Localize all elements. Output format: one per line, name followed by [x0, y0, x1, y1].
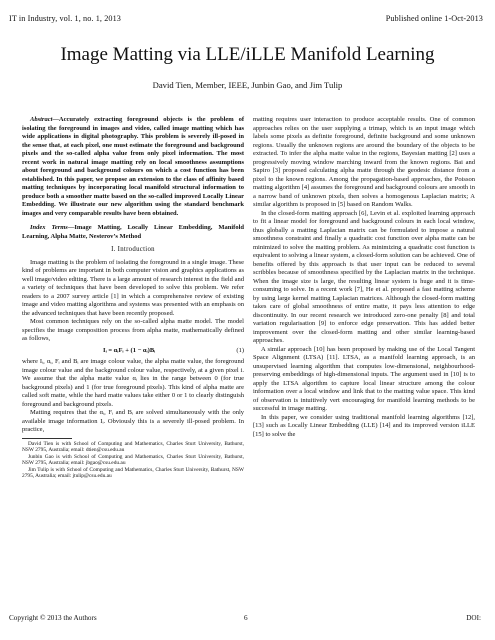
intro-paragraph-3: where Iᵢ, αᵢ, Fᵢ and Bᵢ are image colour value, the alpha matte value, the foreground image colour value and the background colour value, respectively, at a given pixel i. We assume that the alpha matte value αᵢ lies in the range between 0 (for true background pixels) and 1 (for true foreground pixels). This kind of alpha matte are called soft matte, while the hard matte values take either 0 or 1 to clearly distinguish foreground and background pixels. — [22, 358, 244, 408]
index-terms-text: —Image Matting, Locally Linear Embedding, Manifold Learning, Alpha Matte, Nesterov’s Method — [22, 224, 245, 240]
left-column — [22, 116, 244, 480]
author-footnotes — [22, 441, 244, 481]
published-date: Published online 1-Oct-2013 — [385, 14, 483, 23]
footnote-rule — [22, 438, 72, 439]
page-number: 6 — [244, 614, 248, 622]
paper-title: Image Matting via LLE/iLLE Manifold Learning — [60, 44, 435, 65]
alpha-matte-equation — [22, 347, 244, 356]
abstract-label: Abstract — [30, 116, 53, 123]
footnote-gao: Junbin Gao is with School of Computing and Mathematics, Charles Sturt University, Bathurst, NSW 2795, Australia; email: jbgao@csu.edu.au — [22, 453, 244, 467]
equation-body: Iᵢ = αᵢFᵢ + (1 − αᵢ)Bᵢ — [103, 346, 156, 354]
abstract-text: —Accurately extracting foreground objects is the problem of isolating the foreground in images and video, called image matting which has wide applications in digital photography. This problem is severely ill-posed in the sense that, at each pixel, one must estimate the foreground and background pixels and the so-called alpha value from only pixel information. The most recent work in natural image matting rely on local smoothness assumptions about foreground and background colours on which a cost function has been established. In this paper, we propose an extension to the class of affinity based matting techniques by incorporating local manifold structural information to produce both a smoother matte based on the so-called improved Locally Linear Embedding. We illustrate our new algorithm using the standard benchmark images and very comparable results have been obtained. — [22, 116, 244, 217]
footnote-tulip: Jim Tulip is with School of Computing and Mathematics, Charles Sturt University, Bathurst, NSW 2795, Australia; email: jtulip@csu.edu.au — [22, 466, 244, 480]
journal-header: IT in Industry, vol. 1, no. 1, 2013 — [9, 14, 121, 23]
right-column — [253, 116, 475, 439]
footnote-tien: David Tien is with School of Computing and Mathematics, Charles Sturt University, Bathurst, NSW 2795, Australia; email: dtien@csu.edu.au — [22, 440, 244, 454]
doi-label: DOI: — [466, 614, 481, 622]
index-terms-label: Index Terms — [30, 224, 68, 231]
right-paragraph-4: In this paper, we consider using traditional manifold learning algorithms [12], [13] such as Locally Linear Embedding (LLE) [14] and its improved version iLLE [15] to solve the — [253, 413, 475, 438]
equation-number: (1) — [236, 346, 244, 354]
intro-paragraph-2: Most common techniques rely on the so-called alpha matte model. The model specifies the image composition process from alpha matte, mathematically defined as follows, — [22, 318, 244, 342]
right-paragraph-1: matting requires user interaction to produce acceptable results. One of common approaches relies on the user supplying a trimap, which is an input image which labels some pixels as definite foreground, definite background and some unknown regions. Usually the unknown regions are around the boundary of the objects to be extracted. To infer the alpha matte value in the regions, Bayesian matting [2] uses a progressively moving window marching inward from the known regions. Bai and Sapiro [3] proposed calculating alpha matte through the geodesic distance from a pixel to the known regions. Among the propagation-based approaches, the Poisson matting algorithm [4] assumes the foreground and background colours are smooth in a narrow band of unknown pixels, then solves a homogenous Laplacian matrix; A similar algorithm is proposed in [5] based on Random Walks. — [253, 116, 475, 208]
author-list: David Tien, Member, IEEE, Junbin Gao, and Jim Tulip — [152, 80, 343, 90]
abstract — [22, 116, 244, 218]
copyright-notice: Copyright © 2013 the Authors — [9, 614, 97, 622]
index-terms — [22, 224, 244, 241]
intro-paragraph-4: Matting requires that the αᵢ, Fᵢ and Bᵢ are solved simultaneously with the only available image information Iᵢ. Obviously this is a severely ill-posed problem. In practice, — [22, 409, 244, 433]
intro-paragraph-1: Image matting is the problem of isolating the foreground in a single image. These kind of problems are important in both computer vision and graphics applications as well image/video editing. There is a large amount of research interest in the field and a variety of techniques that have been developed to solve this problem. We refer readers to a 2007 survey article [1] in which a comprehensive review of existing image and video matting algorithms and systems was presented with an emphasis on the advanced techniques that have been recently proposed. — [22, 258, 244, 317]
section-heading: I. Introduction — [111, 246, 155, 253]
right-paragraph-2: In the closed-form matting approach [6], Levin et al. exploited learning approach to fit a linear model for foreground and background colours in each local window, thus globally a matting Laplacian matrix can be formulated to impose a natural smoothness constraint and finally a quadratic cost function over alpha matte can be minimized to solve the matting problem. As minimizing a quadratic cost function is equivalent to solving a linear system, a closed-form solution can be achieved. One of benefits offered by this approach is that user input can be reduced to several scribbles because of smoothness specified by the Laplacian matrix in the technique. When the image size is large, the resulting linear system is huge and it is time-consuming to solve. In a recent work [7], He et al. proposed a fast matting scheme by using large kernel matting Laplacian matrices. Although the closed-form matting takes care of global smoothness of entire matte, it pays less attention to edge discontinuity. In our recent research we introduced zero-one penalty [8] and total variation regularisation [9] to enforce edge preservation. This has added better improvement over the closed-form matting and other similar learning-based approaches. — [253, 209, 475, 344]
right-paragraph-3: A similar approach [10] has been proposed by making use of the Local Tangent Space Alignment (LTSA) [11]. LTSA, as a manifold learning approach, is an unsupervised learning algorithm that computes low-dimensional, neighbourhood-preserving embeddings of high-dimensional inputs. The argument used in [10] is to apply the LTSA algorithm to capture local linear structure among the colour information over a local window and link that to the matting value space. This kind of observation is intuitively vert encouraging for manifold learning methods to be successful in image matting. — [253, 345, 475, 412]
